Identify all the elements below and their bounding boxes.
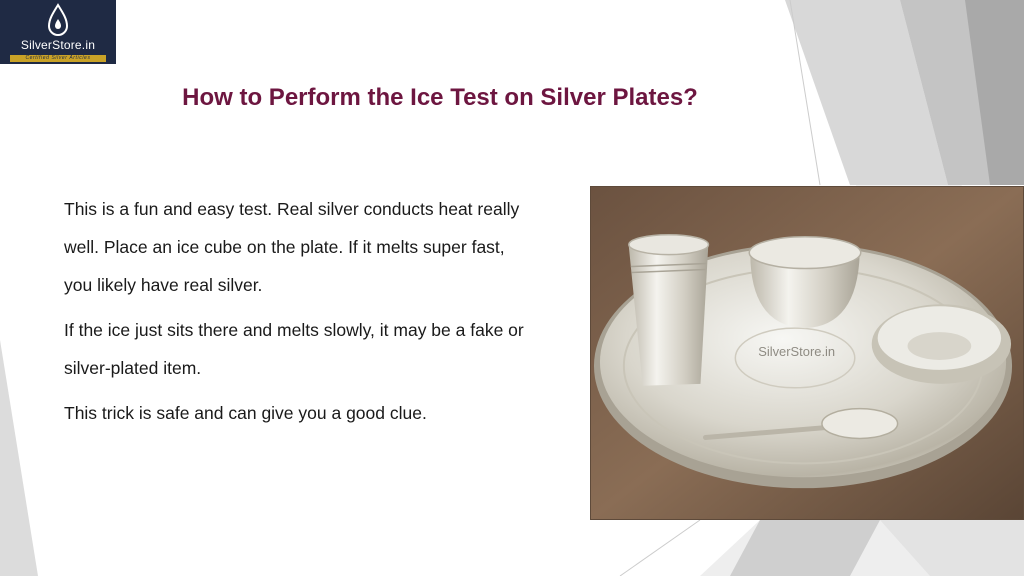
background-facet	[0, 340, 38, 576]
spoon-bowl	[822, 409, 898, 439]
photo-watermark: SilverStore.in	[758, 343, 836, 359]
background-line	[620, 520, 700, 576]
silver-thali-illustration	[591, 187, 1023, 519]
glass-rim	[629, 235, 709, 255]
slide-title: How to Perform the Ice Test on Silver Plates?	[182, 84, 698, 111]
brand-logo[interactable]	[0, 0, 116, 64]
body-paragraph: This trick is safe and can give you a good clue.	[64, 403, 427, 423]
dish-center	[908, 332, 972, 360]
bowl-rim	[749, 237, 860, 269]
logo-name: SilverStore.in	[20, 38, 96, 52]
logo-tagline: Certified Silver Articles	[10, 55, 106, 62]
body-paragraph: If the ice just sits there and melts slowly, it may be a fake or silver-plated item.	[64, 320, 524, 378]
silver-thali-photo	[590, 186, 1024, 520]
slide-body	[64, 190, 524, 439]
body-paragraph: This is a fun and easy test. Real silver conducts heat really well. Place an ice cube on the plate. If it melts super fast, you likely have real silver.	[64, 199, 520, 295]
silver-drop-icon	[46, 3, 70, 39]
